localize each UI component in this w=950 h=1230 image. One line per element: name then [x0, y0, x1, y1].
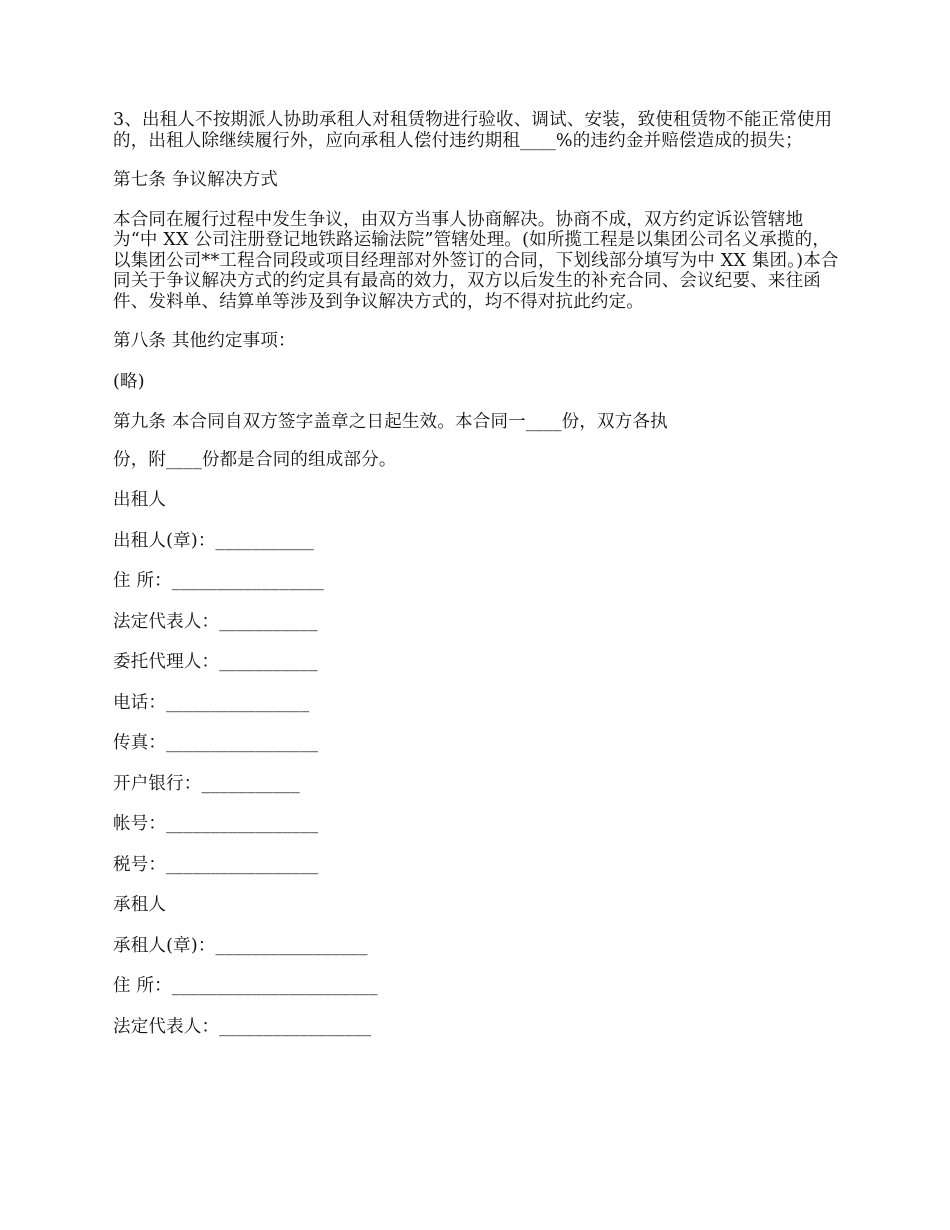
lessor-phone-field: 电话：________________ — [113, 692, 310, 713]
omitted-note: (略) — [113, 371, 145, 392]
lessee-heading: 承租人 — [113, 895, 167, 915]
clause-3-paragraph: 3、出租人不按期派人协助承租人对租赁物进行验收、调试、安装，致使租赁物不能正常使用的，出租人除继续履行外，应向承租人偿付违约期租____%的违约金并赔偿造成的损失； — [113, 110, 833, 151]
lessor-bank-field: 开户银行：___________ — [113, 773, 300, 794]
lessee-address-field: 住 所：_______________________ — [113, 976, 378, 996]
article-9-line-1: 第九条 本合同自双方签字盖章之日起生效。本合同一____份，双方各执 — [113, 412, 668, 432]
lessee-seal-field: 承租人(章)：_________________ — [113, 935, 368, 956]
lessor-address-field: 住 所：_________________ — [113, 571, 325, 591]
lessee-legal-rep-field: 法定代表人：_________________ — [113, 1016, 372, 1037]
article-7-heading: 第七条 争议解决方式 — [113, 170, 279, 190]
document-page — [113, 110, 845, 1037]
lessor-fax-field: 传真：_________________ — [113, 733, 319, 753]
article-7-body: 本合同在履行过程中发生争议，由双方当事人协商解决。协商不成，双方约定诉讼管辖地为“中 XX 公司注册登记地铁路运输法院”管辖处理。(如所揽工程是以集团公司名义承揽的，以集团公司**工程合同段或项目经理部对外签订的合同，下划线部分填写为中 XX 集团。)本合同关于争议解决方式的约定具有最高的效力，双方以后发生的补充合同、会议纪要、来往函件、发料单、结算单等涉及到争议解决方式的，均不得对抗此约定。 — [113, 209, 839, 312]
lessor-seal-field: 出租人(章)：___________ — [113, 530, 315, 551]
article-8-heading: 第八条 其他约定事项： — [113, 331, 296, 351]
lessor-tax-field: 税号：_________________ — [113, 854, 319, 875]
lessor-account-field: 帐号：_________________ — [113, 814, 319, 834]
lessor-legal-rep-field: 法定代表人：___________ — [113, 611, 318, 632]
lessor-agent-field: 委托代理人：___________ — [113, 652, 318, 672]
article-9-line-2: 份，附____份都是合同的组成部分。 — [113, 449, 397, 470]
lessor-heading: 出租人 — [113, 490, 167, 510]
